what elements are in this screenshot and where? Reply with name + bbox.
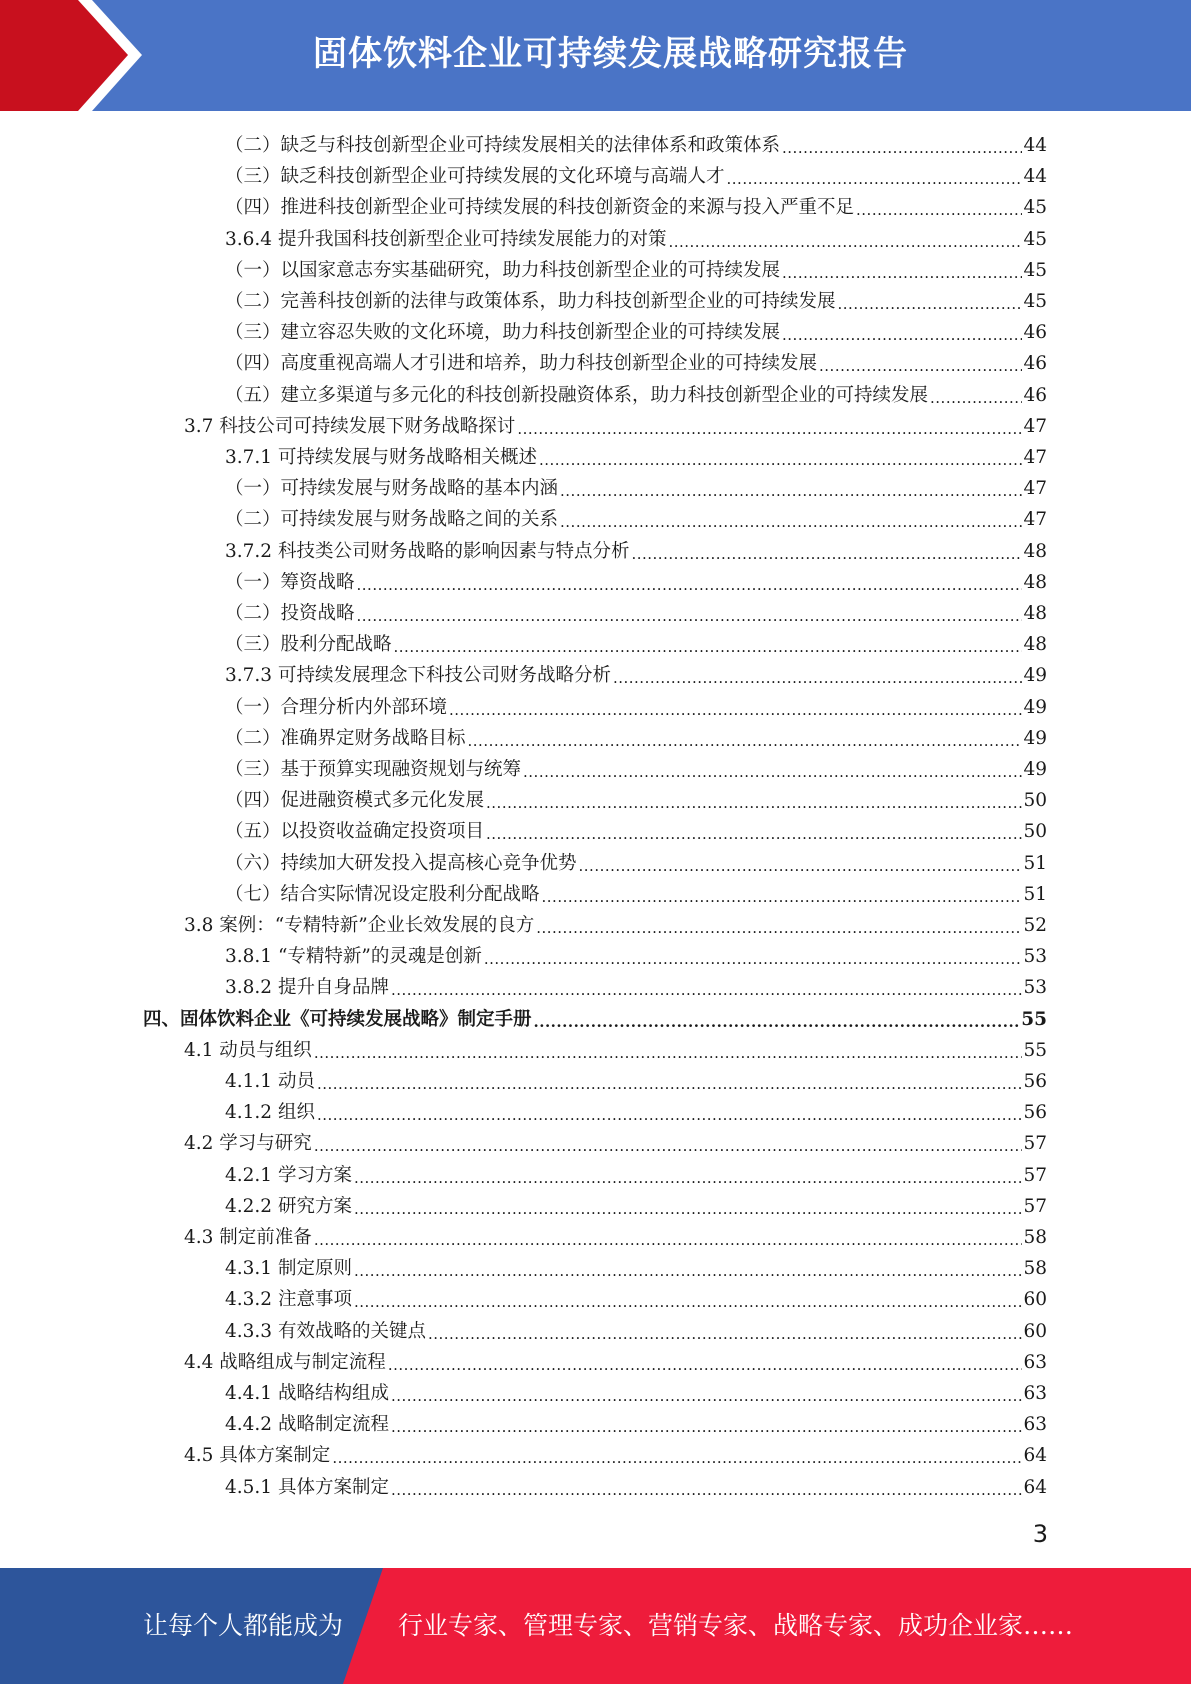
toc-entry-page: 53 bbox=[1023, 946, 1047, 968]
toc-dot-leader bbox=[317, 1105, 1023, 1125]
toc-dot-leader bbox=[579, 856, 1023, 876]
toc-entry-page: 51 bbox=[1023, 852, 1047, 874]
toc-entry[interactable] bbox=[225, 314, 1047, 345]
toc-dot-leader bbox=[930, 388, 1022, 408]
toc-dot-leader bbox=[536, 918, 1022, 938]
toc-entry[interactable] bbox=[225, 845, 1047, 876]
toc-entry-title: （三）建立容忍失败的文化环境，助力科技创新型企业的可持续发展 bbox=[225, 322, 781, 344]
toc-entry[interactable] bbox=[225, 720, 1047, 751]
toc-entry-title: 4.4.2 战略制定流程 bbox=[225, 1414, 389, 1436]
toc-entry-title: （一）以国家意志夯实基础研究，助力科技创新型企业的可持续发展 bbox=[225, 259, 781, 281]
toc-entry-page: 55 bbox=[1021, 1008, 1047, 1030]
toc-entry-page: 60 bbox=[1023, 1289, 1047, 1311]
toc-entry-page: 56 bbox=[1023, 1071, 1047, 1092]
footer-slogan-right: 行业专家、管理专家、营销专家、战略专家、成功企业家…… bbox=[398, 1611, 1074, 1640]
toc-entry-page: 49 bbox=[1023, 727, 1047, 749]
toc-dot-leader bbox=[668, 232, 1022, 252]
toc-entry-page: 47 bbox=[1023, 478, 1047, 500]
toc-entry-page: 63 bbox=[1023, 1351, 1047, 1373]
toc-entry[interactable] bbox=[184, 1219, 1047, 1250]
toc-entry-title: （七）结合实际情况设定股利分配战略 bbox=[225, 883, 540, 905]
toc-entry-title: （四）高度重视高端人才引进和培养，助力科技创新型企业的可持续发展 bbox=[225, 353, 818, 375]
toc-entry-title: 3.8.1 “专精特新”的灵魂是创新 bbox=[225, 946, 482, 968]
toc-entry[interactable] bbox=[225, 377, 1047, 408]
page-number: 3 bbox=[1032, 1520, 1048, 1548]
toc-dot-leader bbox=[856, 200, 1022, 220]
toc-dot-leader bbox=[560, 481, 1022, 501]
toc-entry-page: 50 bbox=[1023, 790, 1047, 812]
toc-entry-title: （二）完善科技创新的法律与政策体系，助力科技创新型企业的可持续发展 bbox=[225, 291, 836, 312]
toc-dot-leader bbox=[782, 263, 1022, 283]
toc-entry-title: 4.4 战略组成与制定流程 bbox=[184, 1351, 386, 1373]
toc-dot-leader bbox=[486, 824, 1022, 844]
toc-entry-title: 4.2.1 学习方案 bbox=[225, 1164, 352, 1186]
toc-entry[interactable] bbox=[225, 252, 1047, 283]
toc-entry-page: 47 bbox=[1023, 447, 1047, 468]
toc-entry[interactable] bbox=[225, 1313, 1047, 1344]
toc-entry[interactable] bbox=[225, 782, 1047, 813]
toc-entry[interactable] bbox=[225, 751, 1047, 782]
toc-dot-leader bbox=[486, 793, 1022, 813]
footer-slogan-left: 让每个人都能成为 bbox=[143, 1611, 344, 1640]
toc-entry-title: （二）准确界定财务战略目标 bbox=[225, 727, 466, 749]
toc-entry-title: 4.5 具体方案制定 bbox=[184, 1445, 331, 1467]
toc-dot-leader bbox=[542, 887, 1023, 907]
toc-entry[interactable] bbox=[225, 876, 1047, 907]
toc-dot-leader bbox=[354, 1292, 1023, 1312]
toc-entry-title: （五）建立多渠道与多元化的科技创新投融资体系，助力科技创新型企业的可持续发展 bbox=[225, 384, 929, 406]
toc-dot-leader bbox=[391, 1386, 1022, 1406]
toc-entry-title: 4.1.2 组织 bbox=[225, 1102, 315, 1124]
toc-entry-page: 51 bbox=[1023, 883, 1047, 905]
toc-entry-title: 4.2.2 研究方案 bbox=[225, 1195, 352, 1217]
toc-dot-leader bbox=[388, 1355, 1023, 1375]
toc-entry-title: （一）可持续发展与财务战略的基本内涵 bbox=[225, 478, 559, 500]
toc-entry-page: 44 bbox=[1023, 166, 1047, 188]
toc-dot-leader bbox=[332, 1448, 1022, 1468]
toc-entry[interactable] bbox=[225, 345, 1047, 376]
toc-entry-title: 3.7 科技公司可持续发展下财务战略探讨 bbox=[184, 415, 516, 437]
toc-entry-page: 48 bbox=[1023, 603, 1047, 624]
report-title: 固体饮料企业可持续发展战略研究报告 bbox=[313, 34, 908, 74]
toc-dot-leader bbox=[317, 1074, 1023, 1094]
toc-entry-title: 4.3 制定前准备 bbox=[184, 1227, 312, 1248]
toc-entry-title: （三）股利分配战略 bbox=[225, 634, 392, 656]
toc-entry-page: 53 bbox=[1023, 977, 1047, 999]
toc-entry[interactable] bbox=[225, 158, 1047, 189]
toc-dot-leader bbox=[631, 544, 1022, 564]
toc-dot-leader bbox=[391, 1480, 1022, 1500]
toc-entry-page: 48 bbox=[1023, 540, 1047, 562]
page-footer bbox=[0, 1568, 1191, 1684]
toc-dot-leader bbox=[819, 356, 1022, 376]
toc-dot-leader bbox=[391, 1417, 1022, 1437]
toc-dot-leader bbox=[484, 949, 1023, 969]
toc-entry-page: 63 bbox=[1023, 1414, 1047, 1436]
toc-entry[interactable] bbox=[184, 1344, 1047, 1375]
toc-entry-title: （三）缺乏科技创新型企业可持续发展的文化环境与高端人才 bbox=[225, 166, 725, 188]
toc-entry-title: （二）可持续发展与财务战略之间的关系 bbox=[225, 509, 559, 531]
toc-entry-page: 58 bbox=[1023, 1227, 1047, 1248]
toc-entry-page: 45 bbox=[1023, 228, 1047, 250]
toc-entry-title: 4.3.3 有效战略的关键点 bbox=[225, 1320, 426, 1342]
toc-dot-leader bbox=[314, 1136, 1023, 1156]
toc-entry-page: 47 bbox=[1023, 415, 1047, 437]
toc-dot-leader bbox=[782, 325, 1022, 345]
toc-entry[interactable] bbox=[225, 1281, 1047, 1312]
toc-entry[interactable] bbox=[225, 813, 1047, 844]
toc-entry-title: 4.4.1 战略结构组成 bbox=[225, 1383, 389, 1404]
toc-dot-leader bbox=[354, 1199, 1023, 1219]
toc-entry[interactable] bbox=[225, 283, 1047, 314]
toc-entry[interactable] bbox=[225, 127, 1047, 158]
toc-entry-title: （四）促进融资模式多元化发展 bbox=[225, 790, 485, 812]
toc-entry[interactable] bbox=[225, 221, 1047, 252]
toc-entry-title: 3.7.1 可持续发展与财务战略相关概述 bbox=[225, 447, 537, 468]
toc-entry[interactable] bbox=[225, 1157, 1047, 1188]
toc-dot-leader bbox=[357, 575, 1023, 595]
toc-dot-leader bbox=[354, 1168, 1023, 1188]
toc-entry[interactable] bbox=[225, 1375, 1047, 1406]
toc-entry[interactable] bbox=[225, 1406, 1047, 1437]
toc-entry-title: 4.3.2 注意事项 bbox=[225, 1289, 352, 1311]
toc-dot-leader bbox=[391, 980, 1022, 1000]
toc-dot-leader bbox=[727, 169, 1023, 189]
toc-dot-leader bbox=[613, 668, 1022, 688]
toc-entry-title: （一）筹资战略 bbox=[225, 571, 355, 593]
toc-entry-title: （五）以投资收益确定投资项目 bbox=[225, 821, 485, 843]
toc-dot-leader bbox=[523, 762, 1022, 782]
toc-entry-page: 49 bbox=[1023, 665, 1047, 687]
toc-entry-title: （六）持续加大研发投入提高核心竞争优势 bbox=[225, 852, 577, 874]
toc-entry-page: 48 bbox=[1023, 634, 1047, 656]
toc-dot-leader bbox=[394, 637, 1023, 657]
toc-entry[interactable] bbox=[225, 689, 1047, 720]
toc-entry-title: 3.7.2 科技类公司财务战略的影响因素与特点分析 bbox=[225, 540, 630, 562]
toc-entry-page: 45 bbox=[1023, 291, 1047, 312]
toc-entry[interactable] bbox=[184, 408, 1047, 439]
toc-entry-page: 44 bbox=[1023, 135, 1047, 156]
toc-entry[interactable] bbox=[225, 1188, 1047, 1219]
toc-entry[interactable] bbox=[225, 439, 1047, 470]
toc-entry[interactable] bbox=[225, 1250, 1047, 1281]
toc-entry[interactable] bbox=[184, 907, 1047, 938]
toc-entry-page: 46 bbox=[1023, 384, 1047, 406]
toc-entry-title: （一）合理分析内外部环境 bbox=[225, 696, 448, 718]
toc-dot-leader bbox=[468, 731, 1023, 751]
toc-dot-leader bbox=[354, 1261, 1023, 1281]
toc-entry-title: （二）缺乏与科技创新型企业可持续发展相关的法律体系和政策体系 bbox=[225, 135, 781, 156]
toc-entry[interactable] bbox=[225, 470, 1047, 501]
toc-entry-title: 3.7.3 可持续发展理念下科技公司财务战略分析 bbox=[225, 665, 611, 687]
toc-dot-leader bbox=[534, 1012, 1021, 1032]
toc-entry[interactable] bbox=[184, 1125, 1047, 1156]
toc-dot-leader bbox=[428, 1324, 1022, 1344]
toc-entry-title: （二）投资战略 bbox=[225, 603, 355, 624]
toc-entry-page: 46 bbox=[1023, 353, 1047, 375]
toc-entry-title: 4.5.1 具体方案制定 bbox=[225, 1476, 389, 1498]
toc-dot-leader bbox=[314, 1043, 1023, 1063]
toc-dot-leader bbox=[517, 419, 1022, 439]
toc-entry-title: 4.1.1 动员 bbox=[225, 1071, 315, 1092]
toc-dot-leader bbox=[782, 138, 1022, 158]
toc-entry[interactable] bbox=[225, 1469, 1047, 1500]
toc-entry[interactable] bbox=[225, 533, 1047, 564]
toc-entry-page: 64 bbox=[1023, 1445, 1047, 1467]
toc-entry[interactable] bbox=[184, 1437, 1047, 1468]
toc-entry-page: 49 bbox=[1023, 759, 1047, 780]
toc-entry-title: 4.2 学习与研究 bbox=[184, 1133, 312, 1155]
toc-entry[interactable] bbox=[225, 657, 1047, 688]
toc-entry-title: 3.8 案例：“专精特新”企业长效发展的良方 bbox=[184, 915, 535, 936]
page-header bbox=[0, 0, 1191, 111]
toc-entry[interactable] bbox=[225, 969, 1047, 1000]
toc-entry[interactable] bbox=[225, 595, 1047, 626]
toc-entry-page: 47 bbox=[1023, 509, 1047, 531]
toc-entry-page: 50 bbox=[1023, 821, 1047, 843]
toc-entry[interactable] bbox=[225, 501, 1047, 532]
toc-entry-page: 45 bbox=[1023, 259, 1047, 281]
toc-entry-page: 49 bbox=[1023, 696, 1047, 718]
toc-entry-page: 48 bbox=[1023, 571, 1047, 593]
toc-dot-leader bbox=[357, 606, 1023, 626]
toc-dot-leader bbox=[560, 512, 1022, 532]
toc-entry[interactable] bbox=[225, 189, 1047, 220]
toc-entry-page: 57 bbox=[1023, 1133, 1047, 1155]
toc-entry-title: 4.1 动员与组织 bbox=[184, 1039, 312, 1061]
toc-dot-leader bbox=[314, 1230, 1023, 1250]
toc-entry-page: 55 bbox=[1023, 1039, 1047, 1061]
toc-entry-page: 52 bbox=[1023, 915, 1047, 936]
toc-entry-page: 63 bbox=[1023, 1383, 1047, 1404]
toc-entry-page: 46 bbox=[1023, 322, 1047, 344]
toc-entry-title: 3.6.4 提升我国科技创新型企业可持续发展能力的对策 bbox=[225, 228, 667, 250]
toc-entry-title: （三）基于预算实现融资规划与统筹 bbox=[225, 759, 522, 780]
toc-entry-page: 58 bbox=[1023, 1258, 1047, 1280]
toc-entry[interactable] bbox=[225, 938, 1047, 969]
toc-entry-page: 45 bbox=[1023, 197, 1047, 219]
toc-entry[interactable] bbox=[225, 1094, 1047, 1125]
toc-entry-title: （四）推进科技创新型企业可持续发展的科技创新资金的来源与投入严重不足 bbox=[225, 197, 855, 219]
toc-entry-page: 64 bbox=[1023, 1476, 1047, 1498]
toc-entry-page: 56 bbox=[1023, 1102, 1047, 1124]
toc-entry[interactable] bbox=[143, 1001, 1047, 1032]
toc-entry[interactable] bbox=[225, 1063, 1047, 1094]
toc-entry-title: 3.8.2 提升自身品牌 bbox=[225, 977, 389, 999]
toc-entry[interactable] bbox=[184, 1032, 1047, 1063]
toc-entry[interactable] bbox=[225, 564, 1047, 595]
toc-entry-page: 57 bbox=[1023, 1164, 1047, 1186]
toc-entry[interactable] bbox=[225, 626, 1047, 657]
toc-dot-leader bbox=[838, 294, 1023, 314]
toc-entry-page: 60 bbox=[1023, 1320, 1047, 1342]
toc-dot-leader bbox=[539, 450, 1022, 470]
toc-entry-title: 4.3.1 制定原则 bbox=[225, 1258, 352, 1280]
toc-dot-leader bbox=[449, 700, 1022, 720]
toc-entry-title: 四、固体饮料企业《可持续发展战略》制定手册 bbox=[143, 1008, 532, 1030]
toc-entry-page: 57 bbox=[1023, 1195, 1047, 1217]
